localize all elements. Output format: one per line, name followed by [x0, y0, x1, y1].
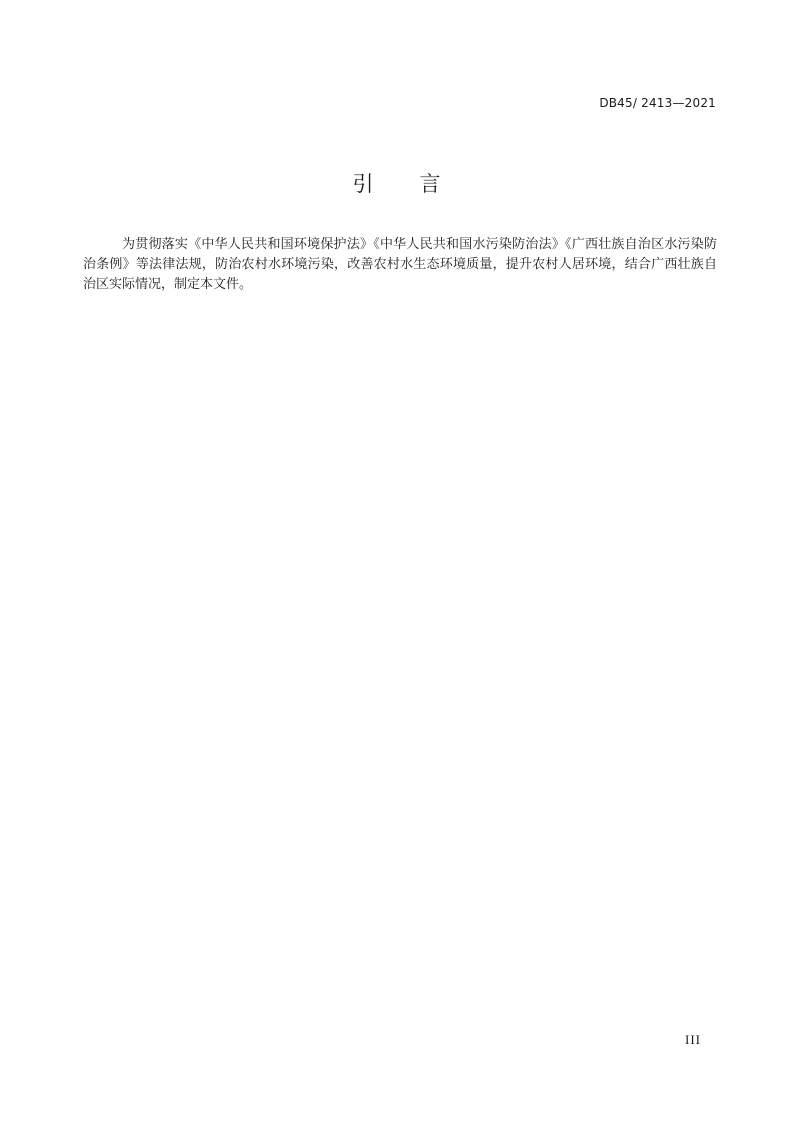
intro-paragraph: 为贯彻落实《中华人民共和国环境保护法》《中华人民共和国水污染防治法》《广西壮族自治区水污染防治条例》等法律法规，防治农村水环境污染，改善农村水生态环境质量，提升农村人居环境，结合广西壮族自治区实际情况，制定本文件。 [83, 237, 717, 292]
section-title: 引言 [352, 172, 487, 196]
page-number: III [685, 1032, 701, 1047]
standard-number: DB45/ 2413—2021 [599, 96, 716, 110]
